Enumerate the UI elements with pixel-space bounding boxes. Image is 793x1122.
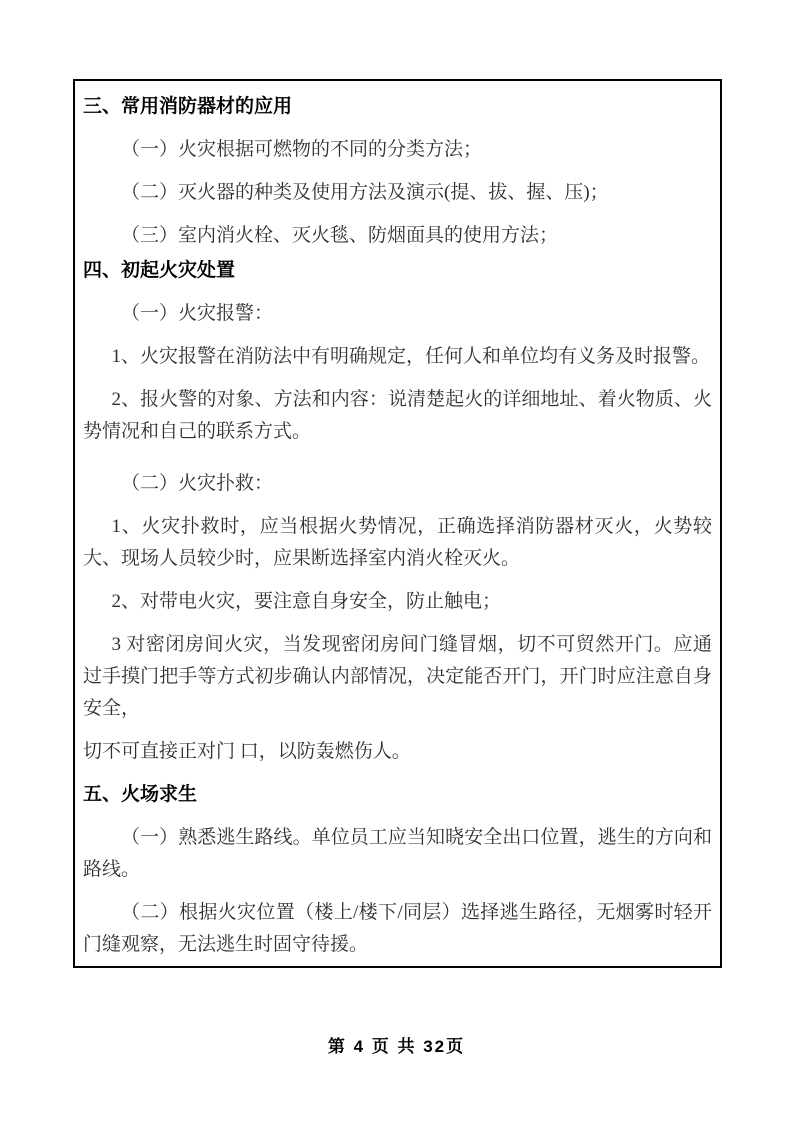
paragraph: （二）根据火灾位置（楼上/楼下/同层）选择逃生路径，无烟雾时轻开门缝观察，无法逃生时固守待援。 (83, 902, 712, 955)
paragraph: 切不可直接正对门 口，以防轰燃伤人。 (83, 741, 411, 762)
paragraph: （一）火灾根据可燃物的不同的分类方法； (121, 139, 483, 160)
paragraph: 2、对带电火灾，要注意自身安全，防止触电； (111, 591, 502, 612)
paragraph: 1、火灾扑救时，应当根据火势情况，正确选择消防器材灭火，火势较大、现场人员较少时，应果断选择室内消火栓灭火。 (83, 516, 712, 569)
paragraph: （二）灭火器的种类及使用方法及演示(提、拔、握、压)； (121, 182, 609, 203)
paragraph: 3 对密闭房间火灾，当发现密闭房间门缝冒烟，切不可贸然开门。应通过手摸门把手等方式初步确认内部情况，决定能否开门，开门时应注意自身安全， (83, 634, 712, 719)
paragraph: （一）火灾报警： (121, 303, 274, 324)
section-heading: 三、常用消防器材的应用 (83, 96, 293, 117)
page-number: 第 4 页 共 32页 (327, 1037, 466, 1056)
paragraph: （二）火灾扑救： (121, 473, 274, 494)
paragraph: （一）熟悉逃生路线。单位员工应当知晓安全出口位置，逃生的方向和路线。 (83, 827, 712, 880)
document-page-frame (73, 79, 722, 968)
paragraph: （三）室内消火栓、灭火毯、防烟面具的使用方法； (121, 225, 559, 246)
section-heading: 五、火场求生 (83, 784, 198, 805)
paragraph: 1、火灾报警在消防法中有明确规定，任何人和单位均有义务及时报警。 (111, 346, 711, 367)
section-heading: 四、初起火灾处置 (83, 260, 236, 281)
paragraph: 2、报火警的对象、方法和内容：说清楚起火的详细地址、着火物质、火势情况和自己的联系方式。 (83, 389, 712, 442)
